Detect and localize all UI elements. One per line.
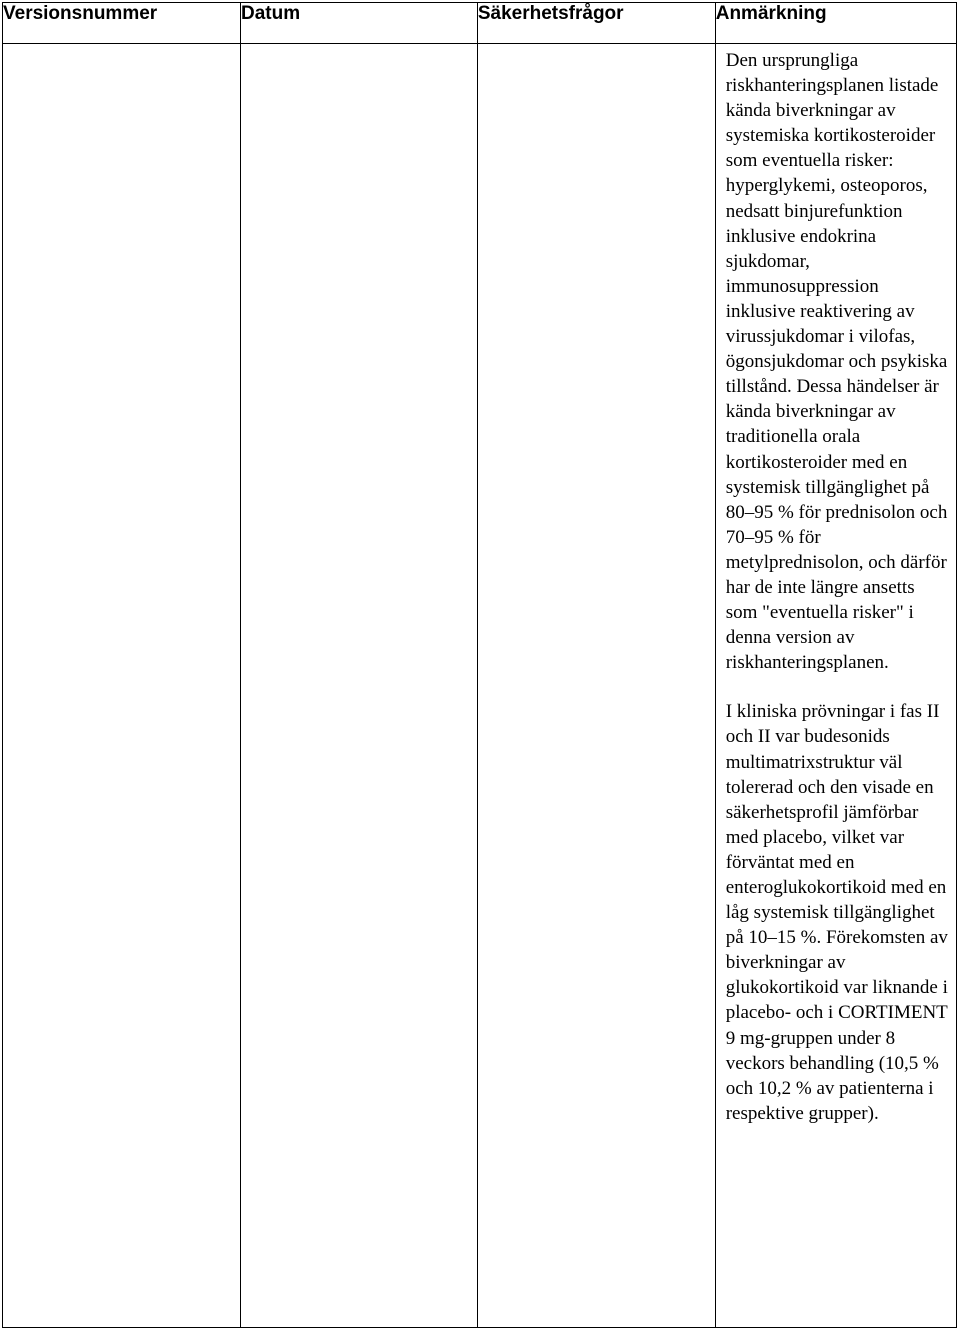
header-sakerhetsfragor: Säkerhetsfrågor — [477, 3, 715, 44]
header-datum: Datum — [240, 3, 477, 44]
cell-anmarkning — [715, 44, 956, 1328]
cell-versionsnummer — [3, 44, 241, 1328]
header-versionsnummer: Versionsnummer — [3, 3, 241, 44]
cell-sakerhetsfragor — [477, 44, 715, 1328]
risk-management-table — [2, 2, 957, 1328]
note-paragraph-1: Den ursprungliga riskhanteringsplanen listade kända biverkningar av systemiska kortikosteroider som eventuella risker: hyperglykemi, osteoporos, nedsatt binjurefunktion inklusive endokrina sjukdomar, immunosuppression inklusive reaktivering av virussjukdomar i vilofas, ögonsjukdomar och psykiska tillstånd. Dessa händelser är kända biverkningar av traditionella orala kortikosteroider med en systemisk tillgänglighet på 80–95 % för prednisolon och 70–95 % för metylprednisolon, och därför har de inte längre ansetts som "eventuella risker" i denna version av riskhanteringsplanen. — [725, 50, 948, 674]
table-header-row — [3, 3, 957, 44]
table-row — [3, 44, 957, 1328]
header-anmarkning: Anmärkning — [715, 3, 956, 44]
cell-datum — [240, 44, 477, 1328]
note-paragraph-2: I kliniska prövningar i fas II och II var budesonids multimatrixstruktur väl tolererad och den visade en säkerhetsprofil jämförbar med placebo, vilket var förväntat med en enteroglukokortikoid med en låg systemisk tillgänglighet på 10–15 %. Förekomsten av biverkningar av glukokortikoid var liknande i placebo- och i CORTIMENT 9 mg-gruppen under 8 veckors behandling (10,5 % och 10,2 % av patienterna i respektive grupper). — [725, 701, 948, 1124]
